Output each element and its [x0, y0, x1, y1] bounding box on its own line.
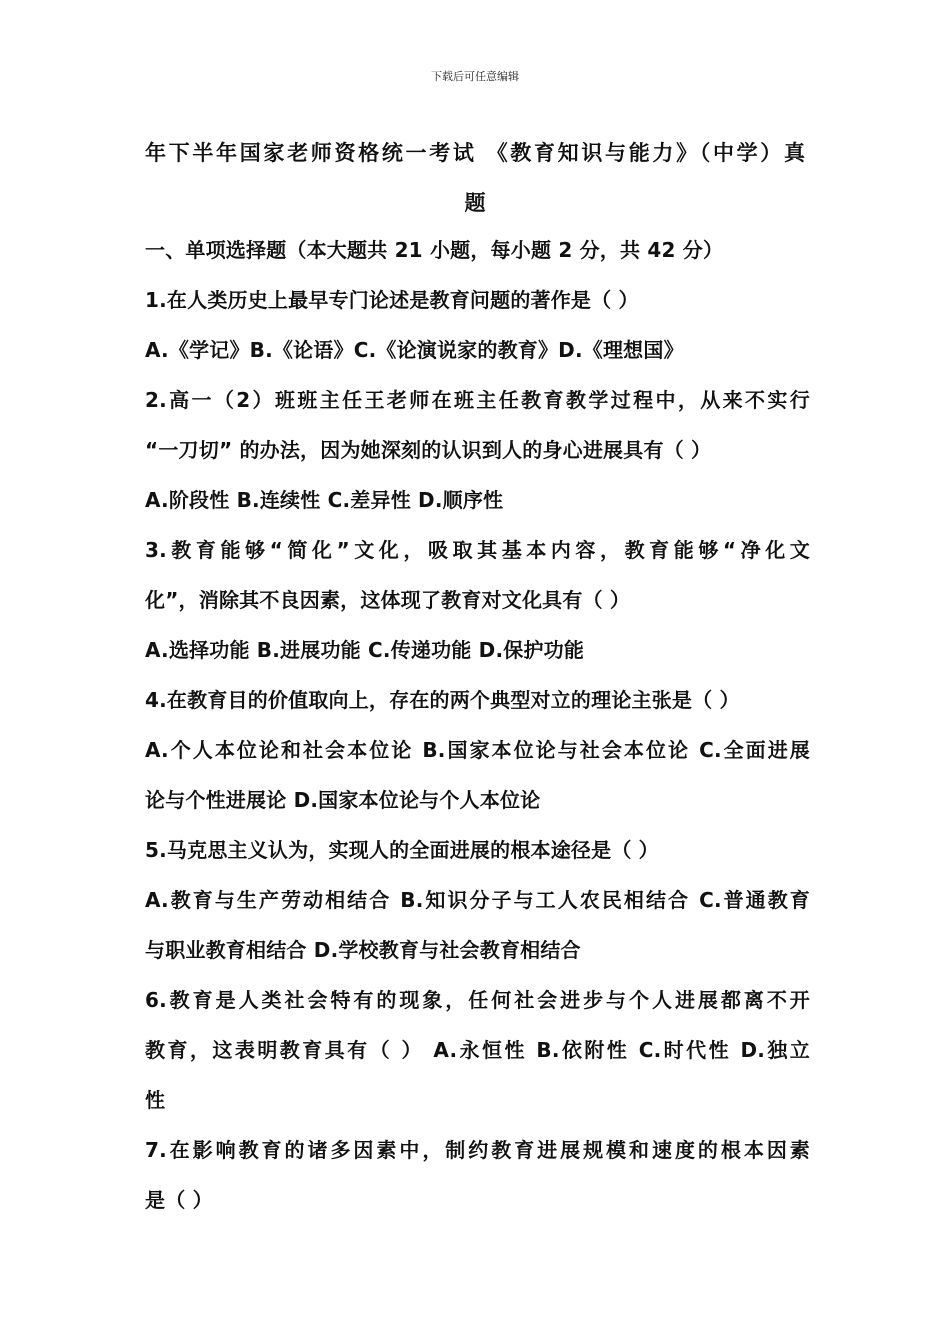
question-3-options: A.选择功能 B.进展功能 C.传递功能 D.保护功能: [145, 638, 585, 662]
question-5: 5.马克思主义认为，实现人的全面进展的根本途径是（ ）: [145, 838, 659, 862]
question-2-options: A.阶段性 B.连续性 C.差异性 D.顺序性: [145, 488, 504, 512]
section-heading: 一、单项选择题（本大题共 21 小题，每小题 2 分，共 42 分）: [145, 238, 724, 262]
question-6-line-3: 性: [145, 1088, 166, 1112]
question-5-options-line-2: 与职业教育相结合 D.学校教育与社会教育相结合: [145, 938, 581, 962]
question-4-options-line-1: A.个人本位论和社会本位论 B.国家本位论与社会本位论 C.全面进展: [145, 738, 810, 762]
header-note: 下载后可任意编辑: [431, 70, 519, 83]
question-7-line-1: 7.在影响教育的诸多因素中，制约教育进展规模和速度的根本因素: [145, 1138, 810, 1162]
question-2-line-1: 2.高一（2）班班主任王老师在班主任教育教学过程中，从来不实行: [145, 388, 810, 412]
question-6-line-2: 教育，这表明教育具有（ ） A.永恒性 B.依附性 C.时代性 D.独立: [145, 1038, 810, 1062]
question-4-options-line-2: 论与个性进展论 D.国家本位论与个人本位论: [145, 788, 541, 812]
question-6-line-1: 6.教育是人类社会特有的现象，任何社会进步与个人进展都离不开: [145, 988, 810, 1012]
question-2-line-2: “一刀切” 的办法，因为她深刻的认识到人的身心进展具有（ ）: [145, 438, 712, 462]
question-3-line-2: 化”，消除其不良因素，这体现了教育对文化具有（ ）: [145, 588, 631, 612]
document-title-line-2: 题: [464, 191, 486, 215]
question-5-options-line-1: A.教育与生产劳动相结合 B.知识分子与工人农民相结合 C.普通教育: [145, 888, 810, 912]
question-1: 1.在人类历史上最早专门论述是教育问题的著作是（ ）: [145, 288, 639, 312]
document-title-line-1: 年下半年国家老师资格统一考试 《教育知识与能力》（中学）真: [145, 141, 805, 165]
question-1-options: A.《学记》B.《论语》C.《论演说家的教育》D.《理想国》: [145, 338, 684, 362]
question-3-line-1: 3.教育能够“简化”文化，吸取其基本内容，教育能够“净化文: [145, 538, 810, 562]
question-4: 4.在教育目的价值取向上，存在的两个典型对立的理论主张是（ ）: [145, 688, 740, 712]
question-7-line-2: 是（ ）: [145, 1188, 213, 1212]
